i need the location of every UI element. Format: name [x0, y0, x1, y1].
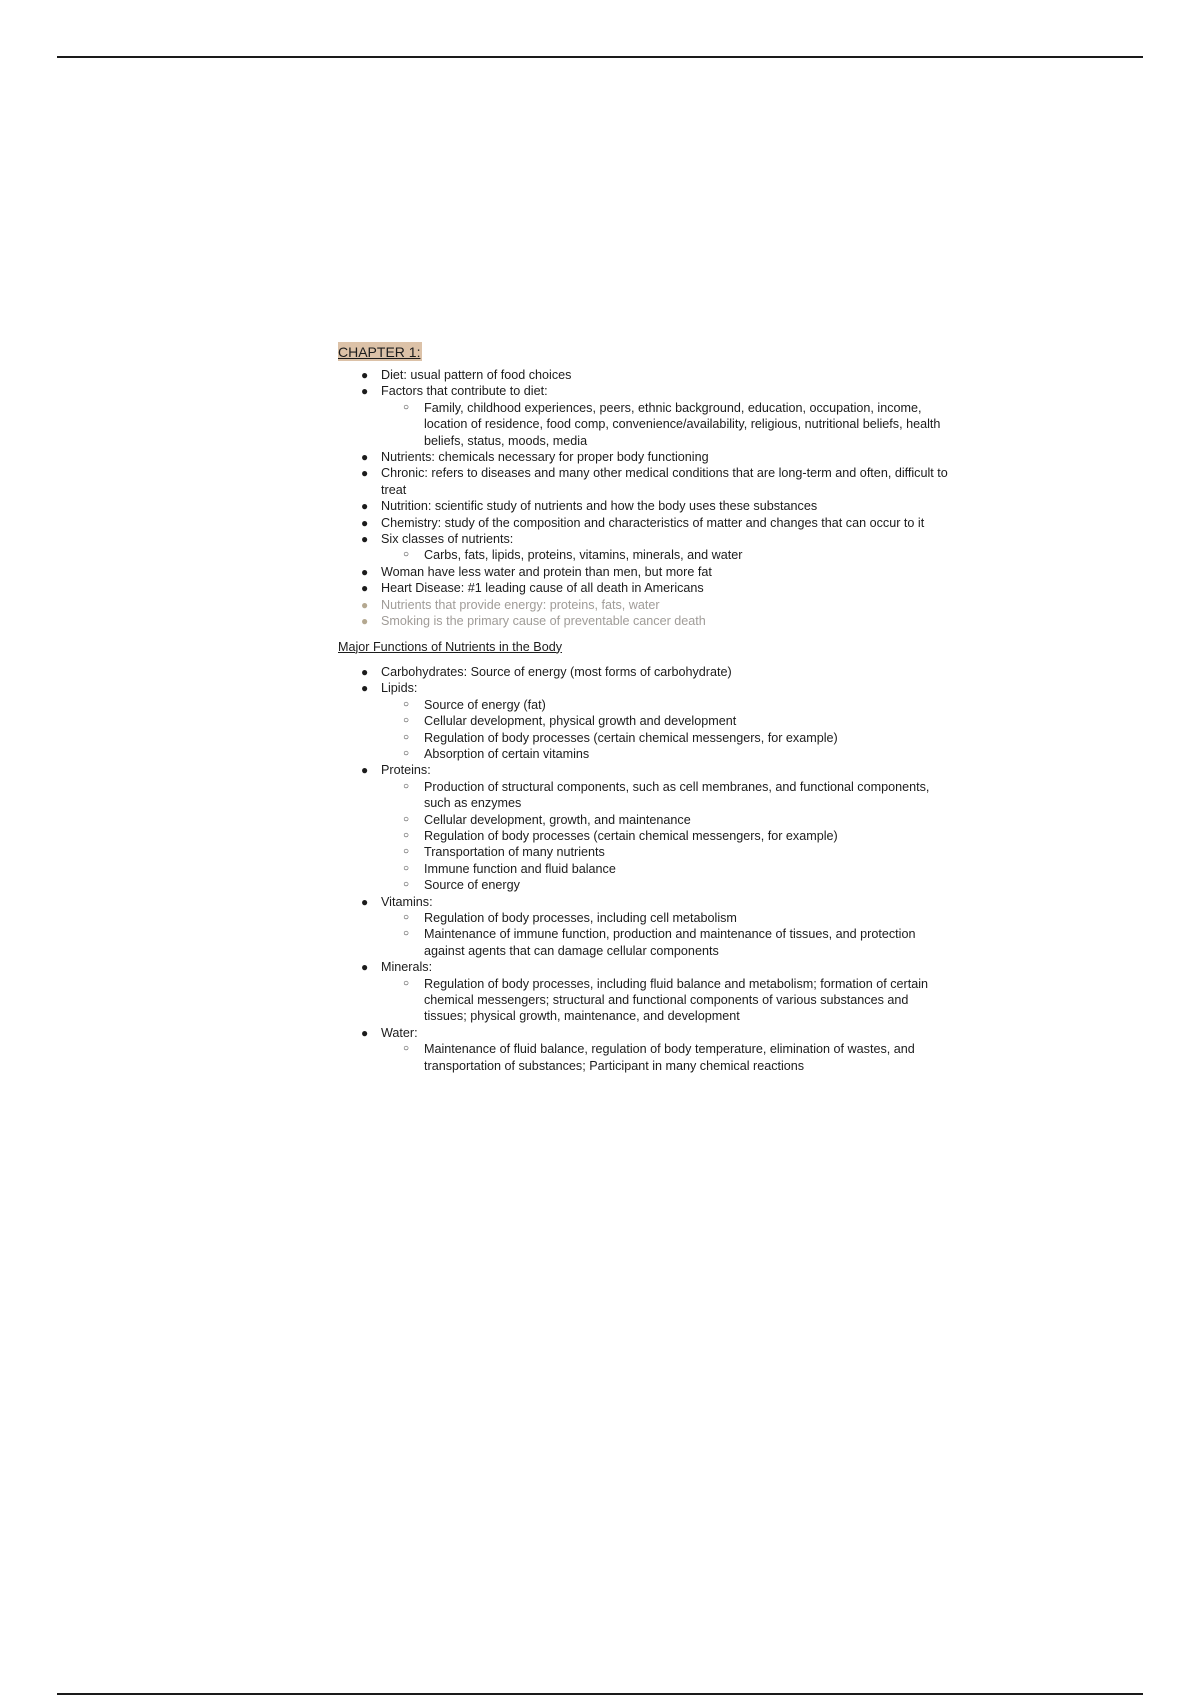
bullet-icon: ● — [361, 368, 369, 382]
sub-list — [381, 910, 948, 959]
bullet-icon: ● — [361, 614, 369, 629]
list-item-text: Heart Disease: #1 leading cause of all death in Americans — [381, 581, 704, 596]
top-rule — [57, 56, 1143, 58]
sub-list-item — [403, 877, 948, 893]
bullet-icon: ● — [361, 597, 369, 612]
list-item-text: Chronic: refers to diseases and many other medical conditions that are long-term and often, difficult to treat — [381, 466, 948, 497]
list-item — [361, 515, 948, 531]
circle-bullet-icon: ○ — [403, 698, 410, 710]
sub-list-item — [403, 547, 948, 563]
list-item-faded — [361, 597, 948, 613]
list-item-text: Factors that contribute to diet: — [381, 384, 548, 399]
list-item — [361, 465, 948, 498]
circle-bullet-icon: ○ — [403, 846, 410, 858]
sub-list — [381, 547, 948, 563]
circle-bullet-icon: ○ — [403, 912, 410, 923]
sub-list-item-text: Cellular development, growth, and maintenance — [424, 812, 691, 827]
list-item — [361, 367, 948, 383]
circle-bullet-icon: ○ — [403, 1043, 410, 1055]
list-item — [361, 383, 948, 449]
list-item — [361, 664, 948, 680]
sub-list-item — [403, 779, 948, 812]
circle-bullet-icon: ○ — [403, 747, 410, 759]
sub-list — [381, 976, 948, 1025]
sub-list-item — [403, 910, 948, 926]
circle-bullet-icon: ○ — [403, 780, 410, 792]
sub-list-item-text: Transportation of many nutrients — [424, 845, 605, 860]
section-title: Major Functions of Nutrients in the Body — [338, 639, 562, 654]
sub-list-item-text: Production of structural components, such as cell membranes, and functional components, such as enzymes — [424, 779, 930, 811]
section1-list — [338, 367, 948, 630]
sub-list-item-text: Absorption of certain vitamins — [424, 746, 590, 761]
sub-list — [381, 1041, 948, 1074]
list-item-text: Nutrients that provide energy: proteins, fats, water — [381, 597, 660, 612]
sub-list — [381, 400, 948, 449]
list-item-text: Chemistry: study of the composition and characteristics of matter and changes that can occur to it — [381, 515, 925, 530]
sub-list-item-text: Regulation of body processes (certain chemical messengers, for example) — [424, 828, 838, 843]
list-item-text: Nutrition: scientific study of nutrients and how the body uses these substances — [381, 499, 818, 514]
list-item-faded — [361, 613, 948, 629]
section2-list — [338, 664, 948, 1074]
document-content — [338, 342, 948, 1074]
list-item — [361, 894, 948, 960]
list-item-text: Smoking is the primary cause of preventable cancer death — [381, 614, 706, 629]
bullet-icon: ● — [361, 532, 369, 547]
circle-bullet-icon: ○ — [403, 715, 410, 727]
sub-list — [381, 779, 948, 894]
sub-list-item — [403, 812, 948, 828]
bullet-icon: ● — [361, 384, 369, 399]
list-item — [361, 762, 948, 893]
list-item-text: Water: — [381, 1025, 418, 1040]
sub-list-item — [403, 697, 948, 713]
list-item-text: Lipids: — [381, 681, 418, 696]
sub-list-item-text: Immune function and fluid balance — [424, 861, 616, 876]
sub-list-item — [403, 400, 948, 449]
bottom-rule — [57, 1693, 1143, 1695]
sub-list-item — [403, 713, 948, 729]
list-item-text: Nutrients: chemicals necessary for proper body functioning — [381, 450, 709, 465]
bullet-icon: ● — [361, 664, 369, 679]
sub-list-item-text: Regulation of body processes, including cell metabolism — [424, 911, 737, 925]
bullet-icon: ● — [361, 499, 369, 514]
circle-bullet-icon: ○ — [403, 928, 410, 940]
list-item-text: Woman have less water and protein than men, but more fat — [381, 564, 712, 579]
bullet-icon: ● — [361, 564, 369, 579]
circle-bullet-icon: ○ — [403, 829, 410, 841]
circle-bullet-icon: ○ — [403, 813, 410, 825]
bullet-icon: ● — [361, 515, 369, 530]
sub-list-item — [403, 730, 948, 746]
bullet-icon: ● — [361, 681, 369, 696]
circle-bullet-icon: ○ — [403, 879, 410, 891]
bullet-icon: ● — [361, 960, 369, 975]
circle-bullet-icon: ○ — [403, 731, 410, 743]
sub-list-item-text: Cellular development, physical growth and development — [424, 714, 737, 729]
list-item-text: Minerals: — [381, 960, 433, 975]
list-item-text: Six classes of nutrients: — [381, 532, 514, 547]
sub-list-item-text: Carbs, fats, lipids, proteins, vitamins, minerals, and water — [424, 548, 743, 563]
list-item — [361, 498, 948, 514]
list-item-text: Carbohydrates: Source of energy (most forms of carbohydrate) — [381, 664, 732, 679]
circle-bullet-icon: ○ — [403, 549, 410, 561]
sub-list-item-text: Source of energy — [424, 878, 520, 893]
sub-list-item-text: Maintenance of fluid balance, regulation of body temperature, elimination of wastes, and transportation of substances; Participant in many chemical reactions — [424, 1042, 915, 1073]
list-item — [361, 1025, 948, 1074]
circle-bullet-icon: ○ — [403, 862, 410, 874]
bullet-icon: ● — [361, 450, 369, 465]
list-item — [361, 564, 948, 580]
sub-list-item — [403, 844, 948, 860]
sub-list-item-text: Regulation of body processes, including fluid balance and metabolism; formation of certain chemical messengers; structural and functional components of various substances and tissues; physical growth, maintenance, and development — [424, 976, 929, 1024]
bullet-icon: ● — [361, 466, 369, 481]
sub-list-item — [403, 861, 948, 877]
list-item — [361, 959, 948, 1025]
sub-list-item-text: Source of energy (fat) — [424, 697, 546, 712]
list-item — [361, 680, 948, 762]
bullet-icon: ● — [361, 581, 369, 596]
sub-list-item — [403, 1041, 948, 1074]
list-item-text: Proteins: — [381, 763, 431, 778]
bullet-icon: ● — [361, 894, 369, 909]
sub-list-item-text: Regulation of body processes (certain chemical messengers, for example) — [424, 730, 838, 745]
sub-list-item — [403, 828, 948, 844]
list-item-text: Diet: usual pattern of food choices — [381, 368, 572, 382]
sub-list-item — [403, 976, 948, 1025]
list-item — [361, 531, 948, 564]
sub-list — [381, 697, 948, 763]
sub-list-item-text: Family, childhood experiences, peers, ethnic background, education, occupation, income, location of residence, food comp, convenience/availability, religious, nutritional beliefs, health beliefs, status, moods, media — [424, 400, 941, 448]
list-item — [361, 580, 948, 596]
chapter-title: CHAPTER 1: — [338, 344, 421, 360]
list-item — [361, 449, 948, 465]
list-item-text: Vitamins: — [381, 894, 433, 909]
bullet-icon: ● — [361, 763, 369, 778]
sub-list-item — [403, 746, 948, 762]
circle-bullet-icon: ○ — [403, 401, 410, 413]
circle-bullet-icon: ○ — [403, 977, 410, 989]
bullet-icon: ● — [361, 1025, 369, 1040]
sub-list-item-text: Maintenance of immune function, production and maintenance of tissues, and protection against agents that can damage cellular components — [424, 927, 916, 958]
sub-list-item — [403, 926, 948, 959]
